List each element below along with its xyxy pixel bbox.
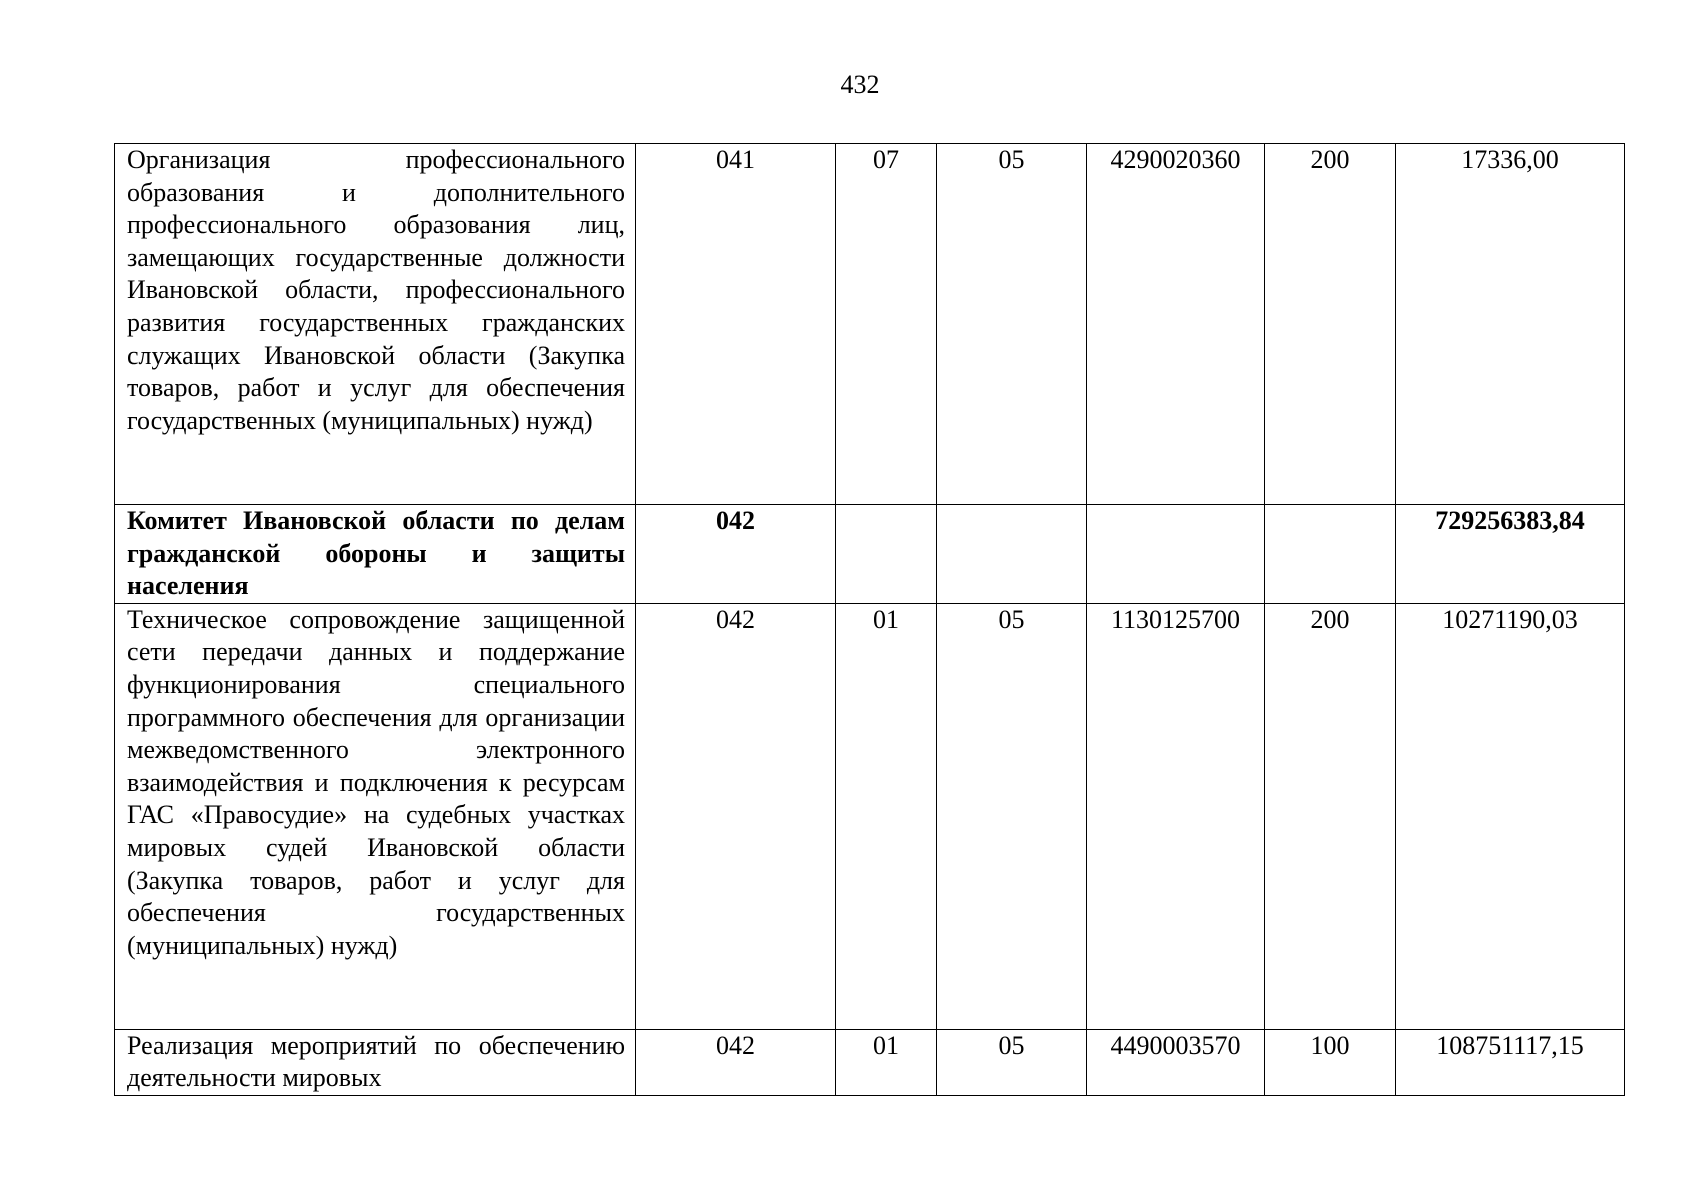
cell-csr: 1130125700 (1087, 603, 1265, 1029)
table-row (115, 144, 1625, 505)
cell-name: Комитет Ивановской области по делам гражданской обороны и защиты населения (115, 505, 636, 604)
cell-pr: 05 (937, 144, 1087, 505)
page-number: 432 (840, 70, 880, 99)
cell-pr: 05 (937, 603, 1087, 1029)
cell-vr: 200 (1265, 603, 1396, 1029)
cell-name: Техническое сопровождение защищенной сети передачи данных и поддержание функционирования специального программного обеспечения для организации межведомственного электронного взаимодействия и подключения к ресурсам ГАС «Правосудие» на судебных участках мировых судей Ивановской области (Закупка товаров, работ и услуг для обеспечения государственных (муниципальных) нужд) (115, 603, 636, 1029)
cell-vr: 200 (1265, 144, 1396, 505)
cell-name: Организация профессионального образования и дополнительного профессионального образования лиц, замещающих государственные должности Ивановской области, профессионального развития государственных гражданских служащих Ивановской области (Закупка товаров, работ и услуг для обеспечения государственных (муниципальных) нужд) (115, 144, 636, 505)
cell-csr: 4490003570 (1087, 1029, 1265, 1095)
cell-rz (836, 505, 937, 604)
table-row (115, 1029, 1625, 1095)
cell-sum: 729256383,84 (1396, 505, 1625, 604)
cell-csr (1087, 505, 1265, 604)
cell-csr: 4290020360 (1087, 144, 1265, 505)
cell-pr: 05 (937, 1029, 1087, 1095)
cell-vr: 100 (1265, 1029, 1396, 1095)
cell-sum: 10271190,03 (1396, 603, 1625, 1029)
table-row (115, 505, 1625, 604)
cell-ved: 042 (636, 603, 836, 1029)
cell-vr (1265, 505, 1396, 604)
cell-rz: 07 (836, 144, 937, 505)
cell-ved: 042 (636, 505, 836, 604)
cell-sum: 17336,00 (1396, 144, 1625, 505)
budget-table (114, 143, 1625, 1096)
cell-sum: 108751117,15 (1396, 1029, 1625, 1095)
cell-rz: 01 (836, 603, 937, 1029)
cell-pr (937, 505, 1087, 604)
table-row (115, 603, 1625, 1029)
cell-ved: 042 (636, 1029, 836, 1095)
cell-rz: 01 (836, 1029, 937, 1095)
cell-name: Реализация мероприятий по обеспечению деятельности мировых (115, 1029, 636, 1095)
cell-ved: 041 (636, 144, 836, 505)
